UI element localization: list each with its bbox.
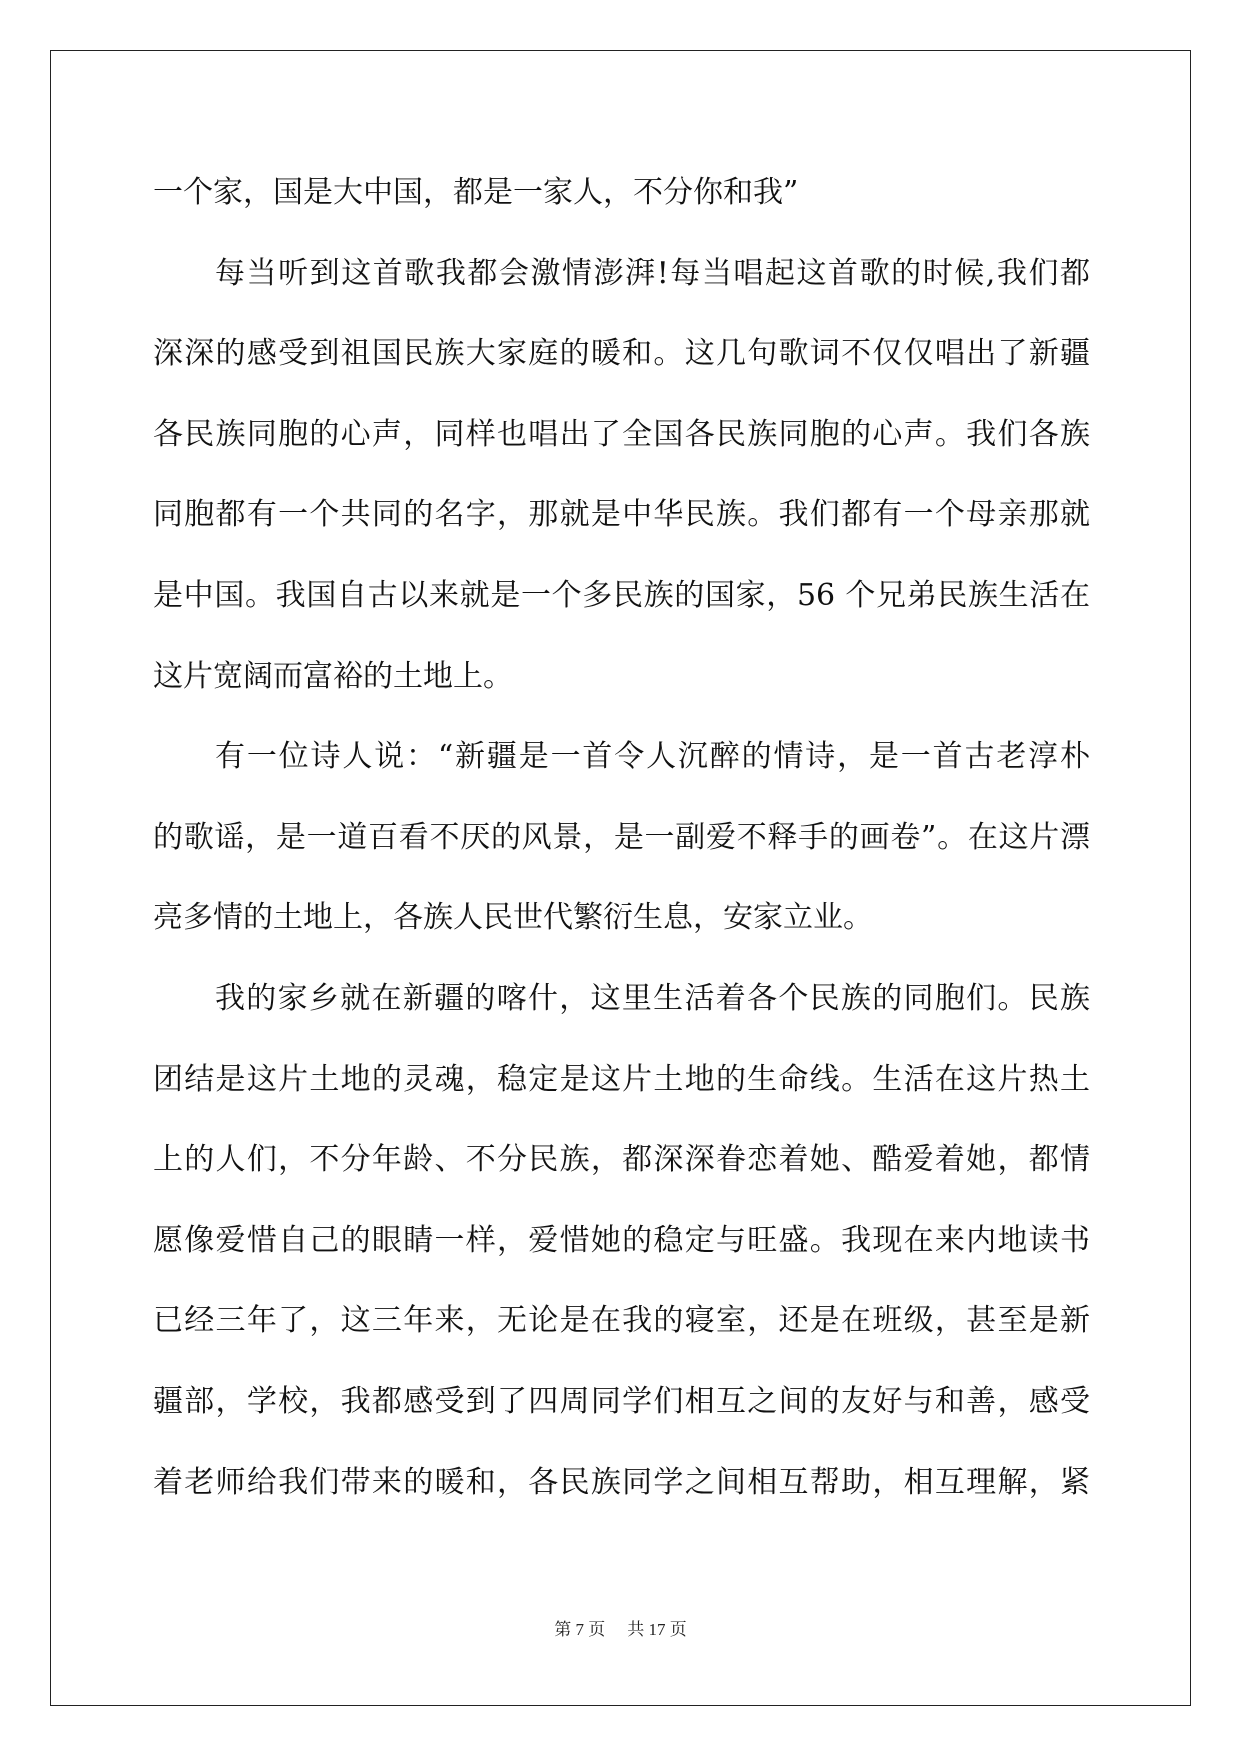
- paragraph-line: 是中国。我国自古以来就是一个多民族的国家，56 个兄弟民族生活在: [153, 577, 1090, 613]
- paragraph-line: 每当听到这首歌我都会激情澎湃!每当唱起这首歌的时候,我们都: [215, 255, 1090, 291]
- paragraph: [153, 234, 1090, 718]
- paragraph-line: 愿像爱惜自己的眼睛一样，爱惜她的稳定与旺盛。我现在来内地读书: [153, 1222, 1090, 1258]
- paragraph-line: 同胞都有一个共同的名字，那就是中华民族。我们都有一个母亲那就: [153, 497, 1090, 533]
- paragraph-line: 上的人们，不分年龄、不分民族，都深深眷恋着她、酷爱着她，都情: [153, 1142, 1090, 1178]
- paragraph-line: 的歌谣，是一道百看不厌的风景，是一副爱不释手的画卷”。在这片漂: [153, 819, 1090, 855]
- paragraph-line: 团结是这片土地的灵魂，稳定是这片土地的生命线。生活在这片热土: [153, 1061, 1090, 1097]
- paragraph-line: 这片宽阔而富裕的土地上。: [153, 658, 513, 694]
- page-total: 共 17 页: [627, 1620, 687, 1639]
- paragraph-line: 着老师给我们带来的暖和，各民族同学之间相互帮助，相互理解，紧: [153, 1464, 1090, 1500]
- paragraph-line: 各民族同胞的心声，同样也唱出了全国各民族同胞的心声。我们各族: [153, 416, 1090, 452]
- paragraph-line: 有一位诗人说：“新疆是一首令人沉醉的情诗，是一首古老淳朴: [215, 739, 1090, 775]
- paragraph-line: 深深的感受到祖国民族大家庭的暖和。这几句歌词不仅仅唱出了新疆: [153, 336, 1090, 372]
- page-number: 第 7 页: [554, 1620, 606, 1639]
- document-body: [153, 153, 1090, 1523]
- paragraph-line: 一个家，国是大中国，都是一家人，不分你和我”: [153, 175, 799, 210]
- paragraph: [153, 153, 1090, 234]
- paragraph: [153, 717, 1090, 959]
- page-footer: [0, 1618, 1241, 1642]
- paragraph-line: 我的家乡就在新疆的喀什，这里生活着各个民族的同胞们。民族: [215, 980, 1090, 1016]
- paragraph: [153, 959, 1090, 1523]
- paragraph-line: 已经三年了，这三年来，无论是在我的寝室，还是在班级，甚至是新: [153, 1303, 1090, 1339]
- paragraph-line: 疆部，学校，我都感受到了四周同学们相互之间的友好与和善，感受: [153, 1383, 1090, 1419]
- paragraph-line: 亮多情的土地上，各族人民世代繁衍生息，安家立业。: [153, 900, 873, 936]
